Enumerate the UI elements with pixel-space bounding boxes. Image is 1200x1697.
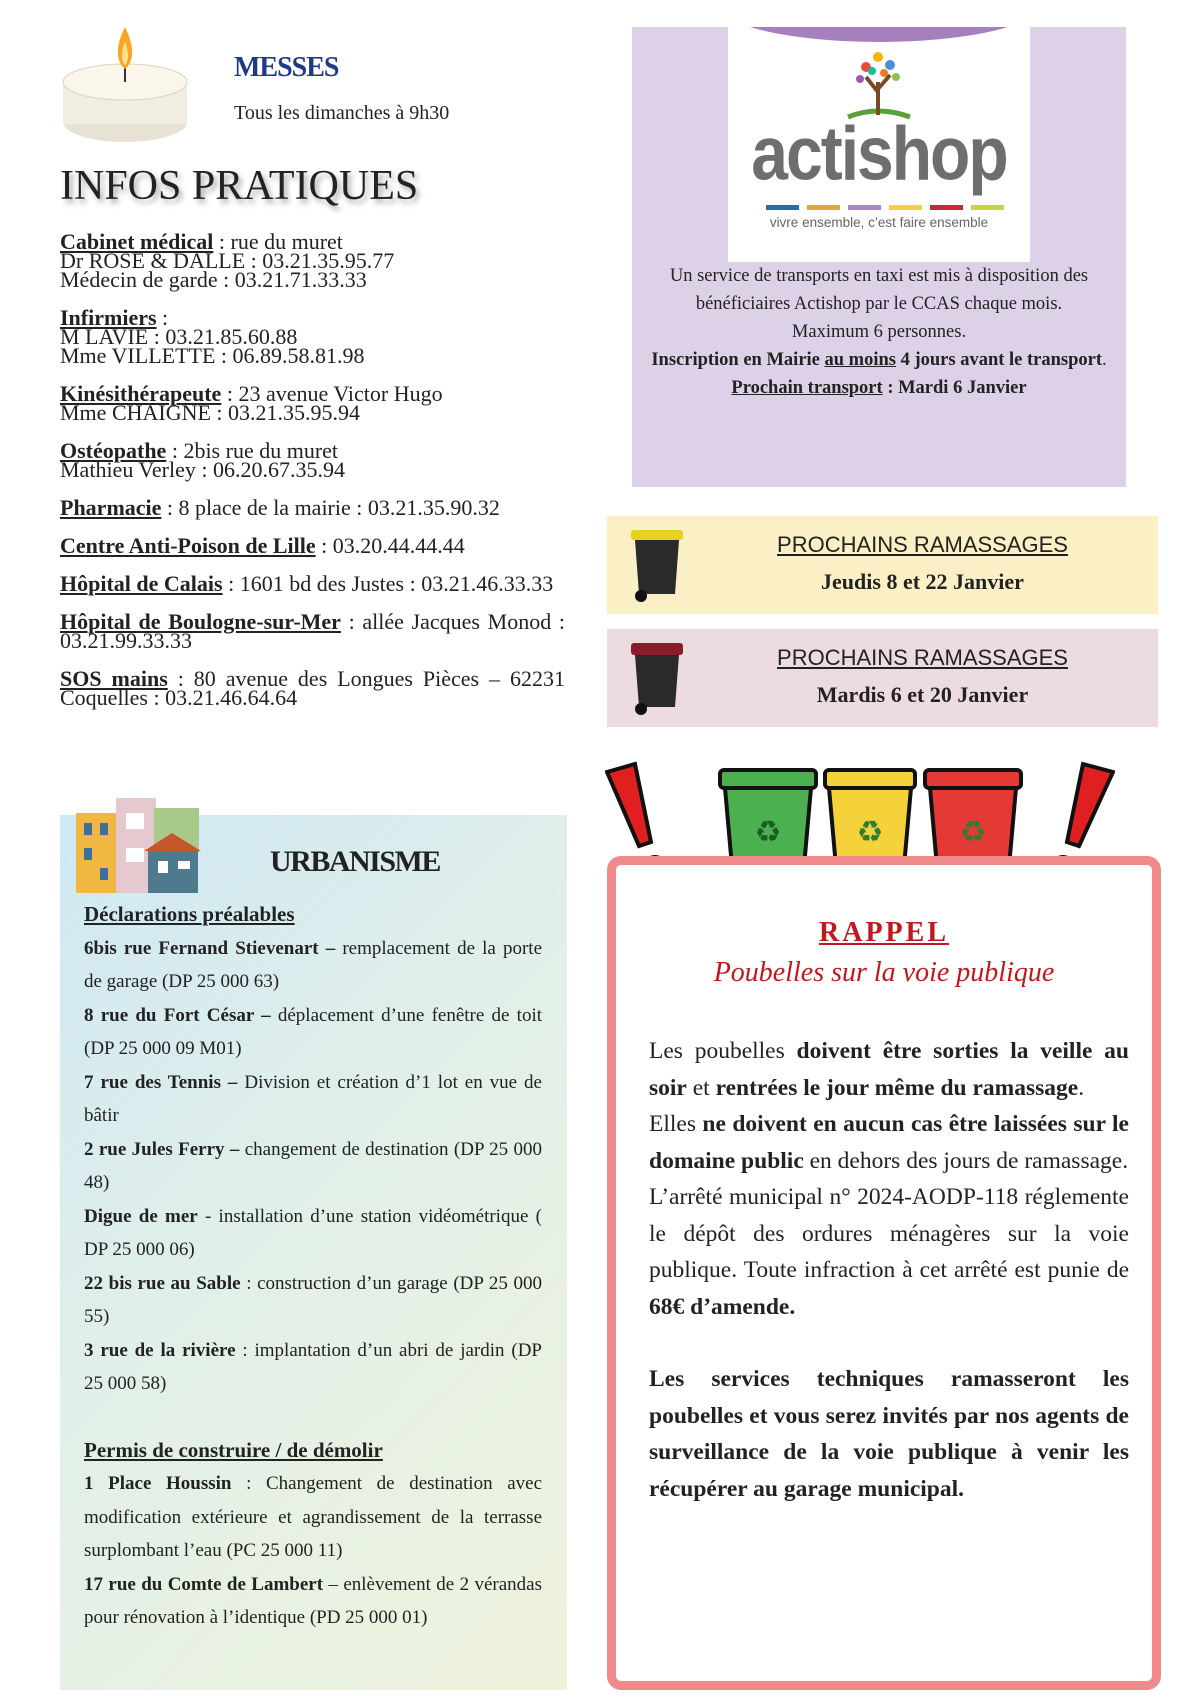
info-text: : rue du muret: [213, 229, 343, 254]
urbanisme-title: URBANISME: [270, 845, 440, 878]
urbanisme-address: 8 rue du Fort César –: [84, 1004, 271, 1026]
info-line: Mme CHAIGNE : 03.21.35.95.94: [60, 400, 361, 425]
messes-title: MESSES: [234, 52, 339, 83]
urbanisme-description: déplacement d’une fenêtre de toit (DP 25 000 09 M01): [84, 1004, 542, 1059]
info-label: Centre Anti-Poison de Lille: [60, 533, 316, 558]
houses-icon: [76, 793, 201, 893]
permis-title: Permis de construire / de démolir: [84, 1437, 383, 1462]
info-label: Hôpital de Boulogne-sur-Mer: [60, 609, 341, 634]
urbanisme-description: remplacement de la porte de garage (DP 25 000 63): [84, 937, 543, 992]
info-item: [60, 571, 565, 596]
yellow-bin-icon: [627, 528, 687, 604]
ramassage-yellow-box: [607, 516, 1158, 614]
urbanisme-address: 6bis rue Fernand Stievenart –: [84, 937, 336, 959]
actishop-inscription: Inscription en Mairie au moins 4 jours avant le transport.: [651, 350, 1107, 370]
urbanisme-address: 17 rue du Comte de Lambert: [84, 1573, 324, 1595]
info-line: Dr ROSE & DALLE : 03.21.35.95.77: [60, 248, 395, 273]
actishop-logo-text: actishop: [751, 110, 1007, 196]
info-text: : 2bis rue du muret: [166, 438, 339, 463]
info-text: : 03.20.44.44.44: [315, 533, 465, 558]
ramassage-title: PROCHAINS RAMASSAGES: [777, 645, 1068, 670]
urbanisme-item: [84, 1133, 542, 1200]
info-text: : 1601 bd des Justes : 03.21.46.33.33: [222, 571, 554, 596]
info-item: [60, 381, 565, 425]
actishop-next-transport: Prochain transport : Mardi 6 Janvier: [731, 378, 1027, 398]
urbanisme-description: Division et création d’1 lot en vue de bâtir: [84, 1071, 542, 1126]
info-item: [60, 305, 565, 368]
urbanisme-address: 1 Place Houssin: [84, 1473, 232, 1494]
ramassage-dates: Jeudis 8 et 22 Janvier: [821, 569, 1024, 594]
urbanisme-description: – enlèvement de 2 vérandas pour rénovation à l’identique (PD 25 000 01): [84, 1573, 542, 1628]
urbanisme-description: : Changement de destination avec modification extérieure et agrandissement de la terrasse surplombant l’eau (PC 25 000 11): [84, 1473, 543, 1561]
urbanisme-section: [60, 815, 567, 1690]
actishop-tagline: vivre ensemble, c’est faire ensemble: [769, 215, 989, 230]
svg-text:♻: ♻: [959, 815, 987, 850]
info-label: Infirmiers: [60, 305, 157, 330]
urbanisme-item: [84, 1334, 542, 1401]
info-label: Cabinet médical: [60, 229, 214, 254]
info-item: [60, 533, 565, 558]
logo-color-bars: [766, 205, 1004, 210]
urbanisme-item: [84, 1568, 542, 1635]
urbanisme-item: [84, 1267, 542, 1334]
info-line: Mathieu Verley : 06.20.67.35.94: [60, 457, 345, 482]
ramassage-dates: Mardis 6 et 20 Janvier: [816, 682, 1029, 707]
info-text: : allée Jacques Monod : 03.21.99.33.33: [60, 609, 565, 653]
info-text: : 80 avenue des Longues Pièces – 62231 Coquelles : 03.21.46.64.64: [60, 666, 565, 710]
info-item: [60, 229, 565, 292]
urbanisme-address: 7 rue des Tennis –: [84, 1071, 238, 1093]
infos-list: [60, 229, 565, 726]
svg-text:♻: ♻: [754, 815, 782, 850]
urbanisme-item: [84, 1066, 542, 1133]
urbanisme-address: 2 rue Jules Ferry –: [84, 1138, 240, 1160]
urbanisme-description: - installation d’une station vidéométrique ( DP 25 000 06): [84, 1205, 542, 1260]
rappel-body: [649, 1033, 1129, 1507]
info-text: : 8 place de la mairie : 03.21.35.90.32: [161, 495, 500, 520]
info-text: :: [156, 305, 169, 330]
brown-bin-icon: [627, 641, 687, 717]
actishop-description: Un service de transports en taxi est mis à disposition des bénéficiaires Actishop par le CCAS chaque mois.: [669, 266, 1089, 314]
actishop-section: [632, 27, 1126, 487]
actishop-max: Maximum 6 personnes.: [791, 322, 967, 342]
urbanisme-item: [84, 932, 542, 999]
info-item: [60, 666, 565, 710]
candle-icon: [60, 27, 190, 147]
svg-text:♻: ♻: [856, 815, 884, 850]
rappel-paragraph-1: Les poubelles doivent être sorties la veille au soir et rentrées le jour même du ramassage.: [649, 1038, 1130, 1101]
urbanisme-description: : implantation d’un abri de jardin (DP 25 000 58): [84, 1339, 542, 1394]
info-line: Mme VILLETTE : 06.89.58.81.98: [60, 343, 365, 368]
info-label: Pharmacie: [60, 495, 162, 520]
info-label: Hôpital de Calais: [60, 571, 223, 596]
rappel-paragraph-3: L’arrêté municipal n° 2024-AODP-118 réglemente le dépôt des ordures ménagères sur la voie publique. Toute infraction à cet arrêté est punie de 68€ d’amende.: [649, 1184, 1129, 1320]
info-label: Kinésithérapeute: [60, 381, 222, 406]
urbanisme-item: [84, 999, 542, 1066]
info-item: [60, 609, 565, 653]
info-line: M LAVIE : 03.21.85.60.88: [60, 324, 298, 349]
infos-pratiques-title: INFOS PRATIQUES: [60, 163, 419, 209]
urbanisme-address: 22 bis rue au Sable: [84, 1272, 241, 1294]
rappel-title: RAPPEL: [819, 917, 949, 948]
rappel-paragraph-4: Les services techniques ramasseront les poubelles et vous serez invités par nos agents de surveillance de la voie publique à venir les récupérer au garage municipal.: [649, 1366, 1129, 1502]
urbanisme-description: changement de destination (DP 25 000 48): [84, 1138, 542, 1193]
rappel-paragraph-2: Elles ne doivent en aucun cas être laissées sur le domaine public en dehors des jours de ramassage.: [649, 1111, 1129, 1174]
info-line: Médecin de garde : 03.21.71.33.33: [60, 267, 367, 292]
info-item: [60, 438, 565, 482]
urbanisme-item: [84, 1467, 542, 1568]
info-label: Ostéopathe: [60, 438, 167, 463]
urbanisme-item: [84, 1200, 542, 1267]
urbanisme-address: 3 rue de la rivière: [84, 1339, 236, 1361]
ramassage-title: PROCHAINS RAMASSAGES: [777, 532, 1068, 557]
info-text: : 23 avenue Victor Hugo: [221, 381, 443, 406]
rappel-section: [607, 856, 1161, 1690]
ramassage-pink-box: [607, 629, 1158, 727]
rappel-subtitle: Poubelles sur la voie publique: [713, 957, 1055, 988]
urbanisme-description: : construction d’un garage (DP 25 000 55): [84, 1272, 542, 1327]
actishop-logo: [728, 27, 1030, 262]
info-label: SOS mains: [60, 666, 168, 691]
urbanisme-address: Digue de mer: [84, 1205, 198, 1227]
info-item: [60, 495, 565, 520]
messes-time: Tous les dimanches à 9h30: [234, 102, 450, 124]
declarations-title: Déclarations préalables: [84, 902, 295, 926]
